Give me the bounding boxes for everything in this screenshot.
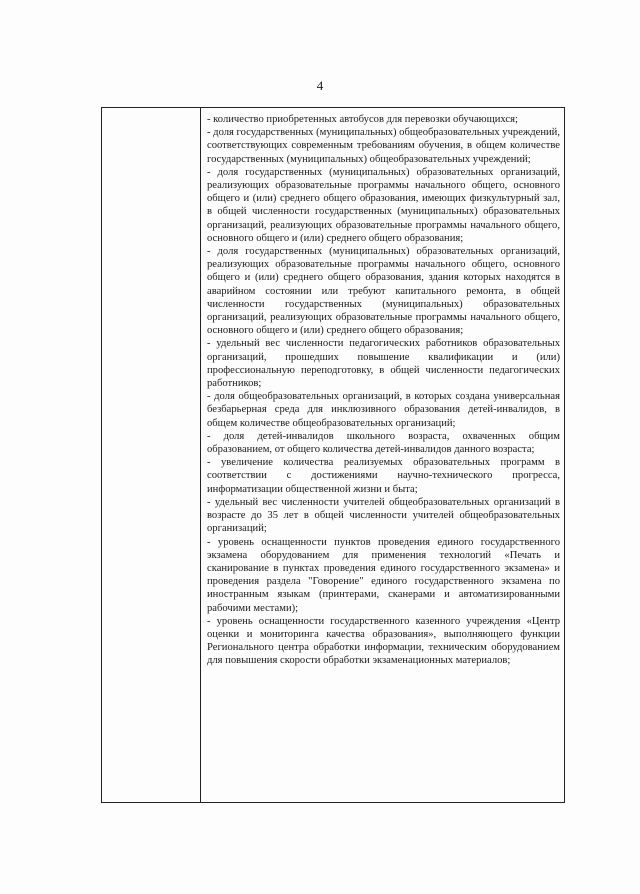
indicator-item: - количество приобретенных автобусов для перевозки обучающихся;	[207, 114, 518, 125]
indicator-item: - доля детей-инвалидов школьного возраста, охваченных общим образованием, от общего количества детей-инвалидов данного возраста;	[207, 430, 560, 456]
indicators-table	[101, 107, 565, 803]
indicator-item: - уровень оснащенности государственного казенного учреждения «Центр оценки и мониторинга качества образования», выполняющего функции Регионального центра обработки информации, техническим оборудованием для повышения скорости обработки экзаменационных материалов;	[207, 615, 560, 667]
table-left-cell	[102, 108, 201, 802]
page-number: 4	[316, 78, 324, 93]
indicator-item: - уровень оснащенности пунктов проведения единого государственного экзамена оборудованием для применения технологий «Печать и сканирование в пунктах проведения единого государственного экзамена» и проведения раздела "Говорение" единого государственного экзамена по иностранным языкам (принтерами, сканерами и автоматизированными рабочими местами);	[207, 536, 560, 614]
indicator-item: - доля общеобразовательных организаций, в которых создана универсальная безбарьерная среда для инклюзивного образования детей-инвалидов, в общем количестве общеобразовательных организаций;	[207, 391, 560, 429]
indicator-item: - доля государственных (муниципальных) общеобразовательных учреждений, соответствующих современным требованиям обучения, в общем количестве государственных (муниципальных) общеобразовательных учреждений;	[207, 127, 560, 165]
indicator-item: - увеличение количества реализуемых образовательных программ в соответствии с достижениями научно-технического прогресса, информатизации общественной жизни и быта;	[207, 457, 560, 495]
indicator-item: - удельный вес численности педагогических работников образовательных организаций, прошедших повышение квалификации и (или) профессиональную переподготовку, в общей численности педагогических работников;	[207, 338, 560, 390]
indicator-item: - доля государственных (муниципальных) образовательных организаций, реализующих образовательные программы начального общего, основного общего и (или) среднего общего образования, имеющих физкультурный зал, в общей численности государственных (муниципальных) образовательных организаций, реализующих образовательные программы начального общего, основного общего и (или) среднего общего образования;	[207, 166, 560, 244]
table-right-cell	[201, 108, 564, 802]
indicator-item: - доля государственных (муниципальных) образовательных организаций, реализующих образовательные программы начального общего, основного общего и (или) среднего общего образования, здания которых находятся в аварийном состоянии или требуют капитального ремонта, в общей численности государственных (муниципальных) образовательных организаций, реализующих образовательные программы начального общего, основного общего и (или) среднего общего образования;	[207, 246, 560, 337]
indicator-item: - удельный вес численности учителей общеобразовательных организаций в возрасте до 35 лет в общей численности учителей общеобразовательных организаций;	[207, 496, 560, 535]
